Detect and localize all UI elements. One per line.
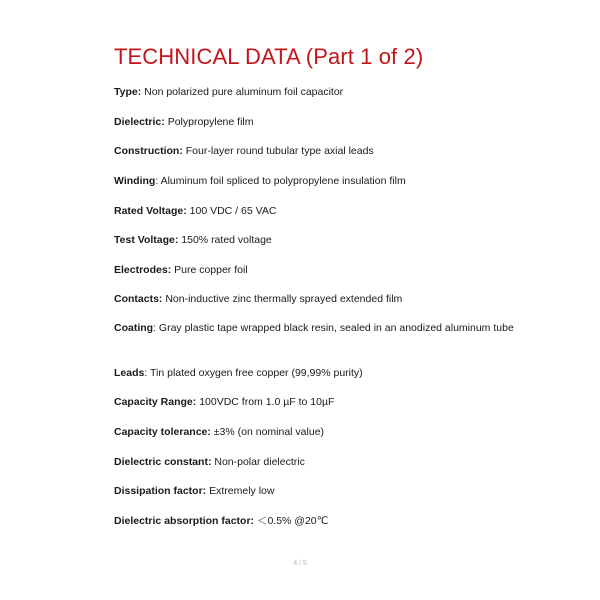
- spec-rated-voltage: [114, 203, 574, 219]
- spec-value: ＜0.5% @20℃: [254, 515, 329, 527]
- spec-value: : Gray plastic tape wrapped black resin, sealed in an anodized aluminum tube: [153, 322, 514, 334]
- spec-winding: [114, 173, 574, 189]
- spec-value: Non-polar dielectric: [211, 456, 305, 468]
- spec-dielectric-absorption: [114, 513, 574, 529]
- spec-coating: [114, 320, 574, 336]
- spec-capacity-tolerance: [114, 424, 574, 440]
- spec-label: Type:: [114, 86, 142, 98]
- spec-label: Winding: [114, 175, 156, 187]
- spec-label: Capacity Range:: [114, 396, 197, 408]
- spec-label: Leads: [114, 367, 145, 379]
- spec-label: Coating: [114, 322, 154, 334]
- spec-label: Capacity tolerance:: [114, 426, 211, 438]
- spec-label: Construction:: [114, 145, 183, 157]
- spec-value: : Tin plated oxygen free copper (99,99% purity): [144, 367, 363, 379]
- spec-value: : Aluminum foil spliced to polypropylene insulation film: [155, 175, 406, 187]
- spec-label: Contacts:: [114, 293, 163, 305]
- spec-label: Dielectric:: [114, 116, 165, 128]
- spec-value: Pure copper foil: [171, 264, 248, 276]
- spec-label: Rated Voltage:: [114, 205, 187, 217]
- spec-leads: [114, 365, 574, 381]
- spec-value: Polypropylene film: [164, 116, 254, 128]
- spec-value: 100VDC from 1.0 µF to 10µF: [196, 396, 335, 408]
- spec-contacts: [114, 291, 574, 307]
- spec-value: Four-layer round tubular type axial leads: [182, 145, 374, 157]
- spec-label: Dielectric absorption factor:: [114, 515, 255, 527]
- spec-test-voltage: [114, 232, 574, 248]
- spec-value: Non polarized pure aluminum foil capacitor: [141, 86, 344, 98]
- spec-type: [114, 84, 574, 100]
- page-number: 4 / 5: [293, 560, 307, 567]
- spec-dissipation-factor: [114, 483, 574, 499]
- spec-label: Dissipation factor:: [114, 485, 207, 497]
- spec-dielectric-constant: [114, 454, 574, 470]
- spec-capacity-range: [114, 394, 574, 410]
- spec-construction: [114, 143, 574, 159]
- spec-electrodes: [114, 262, 574, 278]
- spec-dielectric: [114, 114, 574, 130]
- spec-label: Test Voltage:: [114, 234, 179, 246]
- spec-value: ±3% (on nominal value): [210, 426, 325, 438]
- spec-value: 100 VDC / 65 VAC: [186, 205, 277, 217]
- spec-value: 150% rated voltage: [178, 234, 272, 246]
- spec-label: Dielectric constant:: [114, 456, 212, 468]
- spec-label: Electrodes:: [114, 264, 172, 276]
- spec-value: Extremely low: [206, 485, 275, 497]
- spec-value: Non-inductive zinc thermally sprayed extended film: [162, 293, 403, 305]
- page-title: TECHNICAL DATA (Part 1 of 2): [114, 44, 424, 69]
